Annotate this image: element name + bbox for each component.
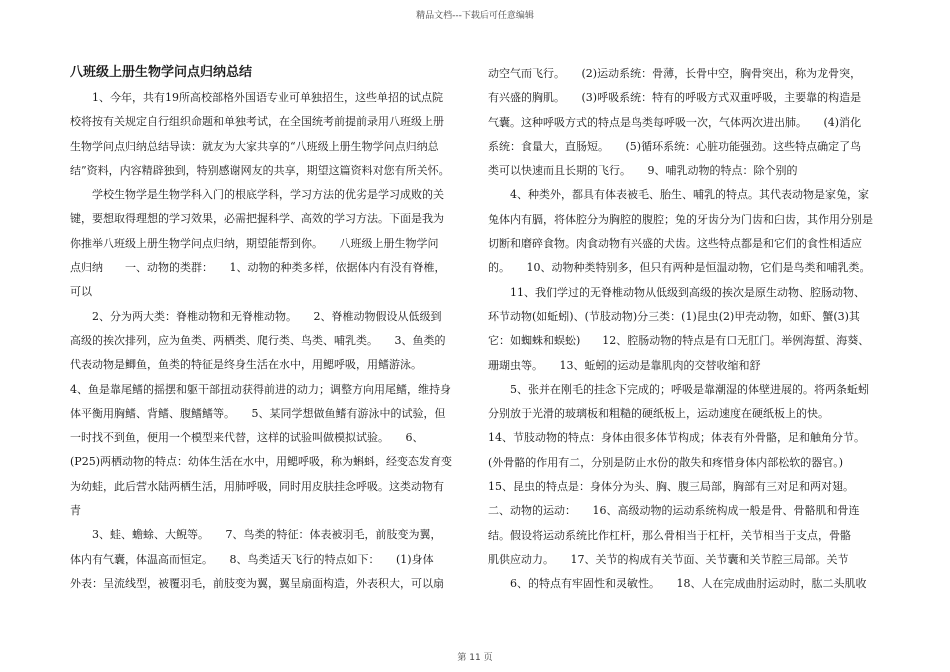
text-line: 校将按有关规定自行组织命题和单独考试，在全国统考前提前录用八班级上册 [70,115,444,129]
text-line: 可以 [70,285,92,299]
text-line: 生物学问点归纳总结导读：就友为大家共享的“八班级上册生物学问点归纳总 [70,139,439,153]
text-line: 2、分为两大类：脊椎动物和无脊椎动物。 2、脊椎动物假设从低级到 [70,309,442,323]
text-line: 二、动物的运动： 16、高级动物的运动系统构成一般是骨、骨骼肌和骨连 [488,504,860,518]
text-line: 键，要想取得理想的学习效果，必需把握科学、高效的学习方法。下面是我为 [70,212,444,226]
text-line: 它：如蜘蛛和蜈蚣) 12、腔肠动物的特点是有口无肛门。举例海蜇、海葵、 [488,334,870,348]
text-line: 有兴盛的胸肌。 (3)呼吸系统：特有的呼吸方式双重呼吸，主要靠的构造是 [488,91,862,105]
text-line: 4、种类外，都具有体表被毛、胎生、哺乳的特点。其代表动物是家兔，家 [488,188,869,202]
page-header: 精品文档---下载后可任意编辑 [416,11,534,21]
text-line: 系统：食量大，直肠短。 (5)循环系统：心脏功能强劲。这些特点确定了鸟 [488,139,862,153]
text-line: 肌供应动力。 17、关节的构成有关节面、关节囊和关节腔三局部。关节 [488,552,849,566]
text-line: 14、节肢动物的特点：身体由很多体节构成；体表有外骨骼，足和触角分节。 [488,431,865,445]
text-line: 气囊。这种呼吸方式的特点是鸟类每呼吸一次，气体两次进出肺。 (4)消化 [488,115,862,129]
text-line: 1、今年，共有19所高校部格外国语专业可单独招生，这些单招的试点院 [70,91,443,104]
text-line: 外表：呈流线型，被覆羽毛，前肢变为翼，翼呈扇面构造，外表积大，可以扇 [70,576,444,590]
text-line: (外骨骼的作用有二，分别是防止水份的散失和疼惜身体内部松软的器官。) [488,455,844,469]
text-line: 3、蛙、蟾蜍、大鲵等。 7、鸟类的特征：体表被羽毛，前肢变为翼， [70,528,442,542]
text-line: 的。 10、动物种类特别多，但只有两种是恒温动物，它们是鸟类和哺乳类。 [488,261,871,275]
document-title: 八班级上册生物学问点归纳总结 [70,65,253,80]
left-column [70,62,475,596]
text-line: 一时找不到鱼，便用一个模型来代替，这样的试验叫做模拟试验。 6、 [70,431,424,445]
text-line: 点归纳 一、动物的类群： 1、动物的种类多样，依据体内有没有脊椎， [70,261,446,275]
page-footer: 第 11 页 [457,653,493,663]
text-line: 6、的特点有牢固性和灵敏性。 18、人在完成曲肘运动时，肱二头肌收 [488,577,867,591]
text-line: 体平衡用胸鳍、背鳍、腹鳍鳍等。 5、某同学想做鱼鳍有游泳中的试验，但 [70,406,446,420]
text-line: 体内有气囊，体温高而恒定。 8、鸟类适天飞行的特点如下： (1)身体 [70,552,434,566]
text-line: 4、鱼是靠尾鳍的摇摆和躯干部扭动获得前进的动力；调整方向用尾鳍，维持身 [70,382,451,396]
text-line: 你推举八班级上册生物学问点归纳，期望能帮到你。 八班级上册生物学问 [70,236,439,250]
text-line: 环节动物(如蚯蚓)、(节肢动物)分三类：(1)昆虫(2)甲壳动物，如虾、蟹(3)其 [488,309,860,323]
text-line: 切断和磨碎食物。肉食动物有兴盛的犬齿。这些特点都是和它们的食性相适应 [488,237,862,251]
text-line: 15、昆虫的特点是：身体分为头、胸、腹三局部，胸部有三对足和两对翅。 [488,480,854,494]
text-line: 高级的挨次排列，应为鱼类、两栖类、爬行类、鸟类、哺乳类。 3、鱼类的 [70,333,446,347]
text-line: 结”资料，内容精辟独到，特别感谢网友的共享，期望这篇资料对您有所关怀。 [70,163,450,177]
text-line: 分别放于光滑的玻璃板和粗糙的硬纸板上，运动速度在硬纸板上的快。 [488,407,829,421]
text-line: 5、张并在刚毛的挂念下完成的；呼吸是靠潮湿的体壁进展的。将两条蚯蚓 [488,382,869,396]
text-line: 为幼蛙，此后营水陆两栖生活，用肺呼吸，同时用皮肤挂念呼吸。这类动物有 [70,479,444,493]
text-line: 11、我们学过的无脊椎动物从低级到高级的挨次是原生动物、腔肠动物、 [488,285,865,299]
text-line: 珊瑚虫等。 13、蚯蚓的运动是靠肌肉的交替收缩和舒 [488,358,761,372]
text-line: 兔体内有膈，将体腔分为胸腔的腹腔；兔的牙齿分为门齿和臼齿，其作用分别是 [488,212,873,226]
right-column [488,62,884,597]
text-line: 类可以快速而且长期的飞行。 9、哺乳动物的特点：除个别的 [488,164,798,178]
text-line: 结。假设将运动系统比作杠杆，那么骨相当于杠杆，关节相当于支点，骨骼 [488,528,851,542]
text-line: 学校生物学是生物学科入门的根底学科，学习方法的优劣是学习成败的关 [70,188,444,202]
text-line: 青 [70,504,81,518]
text-line: (P25)两栖动物的特点：幼体生活在水中，用鳃呼吸，称为蝌蚪，经变态发育变 [70,455,452,469]
text-line: 动空气而飞行。 (2)运动系统：骨薄，长骨中空，胸骨突出，称为龙骨突， [488,67,862,80]
text-line: 代表动物是鲫鱼，鱼类的特征是终身生活在水中，用鳃呼吸，用鳍游泳。 [70,358,422,372]
